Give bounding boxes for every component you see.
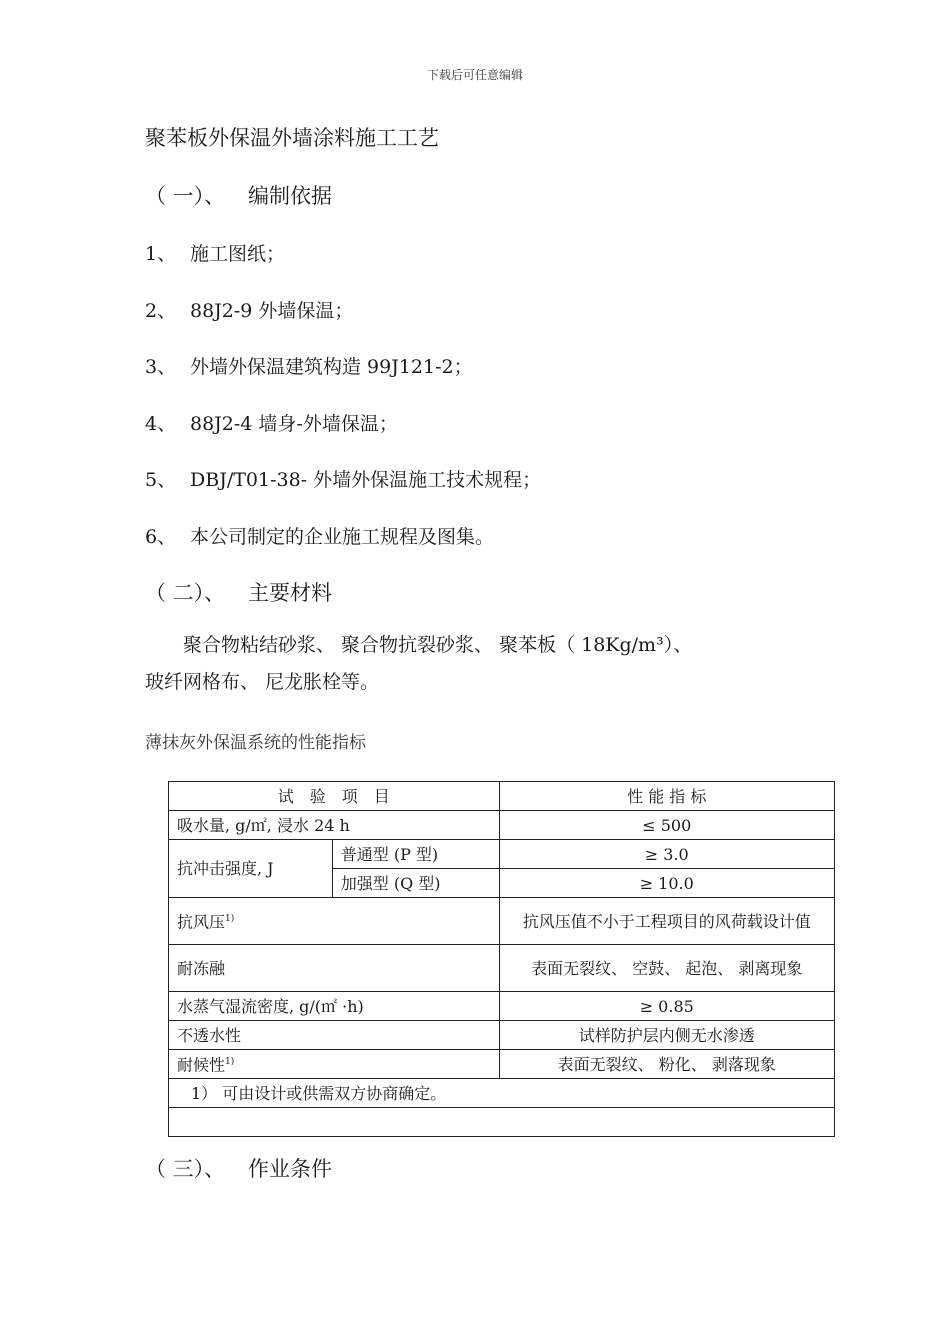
row-value: ≥ 0.85 <box>499 992 835 1021</box>
list-text: 施工图纸； <box>190 243 286 265</box>
row-subtype: 加强型 (Q 型) <box>332 869 499 898</box>
row-item: 不透水性 <box>169 1021 500 1050</box>
list-index: 5、 <box>145 469 177 491</box>
page-header: 下载后可任意编辑 <box>426 68 523 82</box>
materials-line-1: 聚合物粘结砂浆、 聚合物抗裂砂浆、 聚苯板（ 18Kg/m³）、 <box>183 634 693 656</box>
list-item <box>145 352 473 379</box>
list-text: 本公司制定的企业施工规程及图集。 <box>190 526 495 548</box>
row-item: 耐冻融 <box>169 945 500 992</box>
list-index: 3、 <box>145 356 177 378</box>
section-number: （ 二）、 <box>145 581 226 605</box>
table-footnote: 1） 可由设计或供需双方协商确定。 <box>169 1079 835 1108</box>
list-item <box>145 522 494 549</box>
list-text: 外墙外保温建筑构造 99J121-2； <box>190 356 473 378</box>
footnote-mark: 1) <box>225 1057 235 1068</box>
row-item <box>169 898 500 945</box>
table-empty-row <box>169 1108 835 1137</box>
header-index: 性 能 指 标 <box>499 782 835 811</box>
section-heading-conditions <box>145 1153 332 1183</box>
section-number: （ 三）、 <box>145 1157 226 1181</box>
row-value: 抗风压值不小于工程项目的风荷载设计值 <box>499 898 835 945</box>
list-item <box>145 296 353 323</box>
row-value: ≥ 3.0 <box>499 840 835 869</box>
list-text: DBJ/T01-38- 外墙外保温施工技术规程； <box>190 469 542 491</box>
row-value: 表面无裂纹、 粉化、 剥落现象 <box>499 1050 835 1079</box>
table-row <box>169 840 835 869</box>
row-subtype: 普通型 (P 型) <box>332 840 499 869</box>
list-index: 6、 <box>145 526 177 548</box>
materials-paragraph <box>145 627 825 701</box>
section-number: （ 一）、 <box>145 184 226 208</box>
row-value: 试样防护层内侧无水渗透 <box>499 1021 835 1050</box>
table-row <box>169 1021 835 1050</box>
section-heading-basis <box>145 180 332 210</box>
row-item: 抗冲击强度, J <box>169 840 333 898</box>
table-footnote-row <box>169 1079 835 1108</box>
row-item-text: 耐候性 <box>177 1055 226 1075</box>
list-index: 1、 <box>145 243 177 265</box>
empty-cell <box>169 1108 835 1137</box>
table-row <box>169 945 835 992</box>
row-value: ≤ 500 <box>499 811 835 840</box>
footnote-mark: 1) <box>225 914 235 925</box>
list-index: 2、 <box>145 300 177 322</box>
list-text: 88J2-9 外墙保温； <box>190 300 354 322</box>
table-row <box>169 898 835 945</box>
table-header-row <box>169 782 835 811</box>
row-value: ≥ 10.0 <box>499 869 835 898</box>
table-row <box>169 1050 835 1079</box>
section-label: 作业条件 <box>248 1157 332 1181</box>
row-value: 表面无裂纹、 空鼓、 起泡、 剥离现象 <box>499 945 835 992</box>
row-item: 吸水量, g/㎡, 浸水 24 h <box>169 811 500 840</box>
list-text: 88J2-4 墙身-外墙保温； <box>190 413 398 435</box>
table-row <box>169 992 835 1021</box>
list-item <box>145 409 398 436</box>
row-item <box>169 1050 500 1079</box>
section-label: 编制依据 <box>248 184 332 208</box>
header-item: 试 验 项 目 <box>169 782 500 811</box>
row-item-text: 抗风压 <box>177 912 226 932</box>
list-item <box>145 465 541 492</box>
row-item: 水蒸气湿流密度, g/(㎡ ·h) <box>169 992 500 1021</box>
performance-table <box>168 781 835 1137</box>
document-title: 聚苯板外保温外墙涂料施工工艺 <box>145 126 439 150</box>
materials-line-2: 玻纤网格布、 尼龙胀栓等。 <box>145 671 380 693</box>
section-heading-materials <box>145 577 332 607</box>
table-row <box>169 811 835 840</box>
table-caption: 薄抹灰外保温系统的性能指标 <box>145 733 366 753</box>
list-item <box>145 239 285 266</box>
section-label: 主要材料 <box>248 581 332 605</box>
list-index: 4、 <box>145 413 177 435</box>
